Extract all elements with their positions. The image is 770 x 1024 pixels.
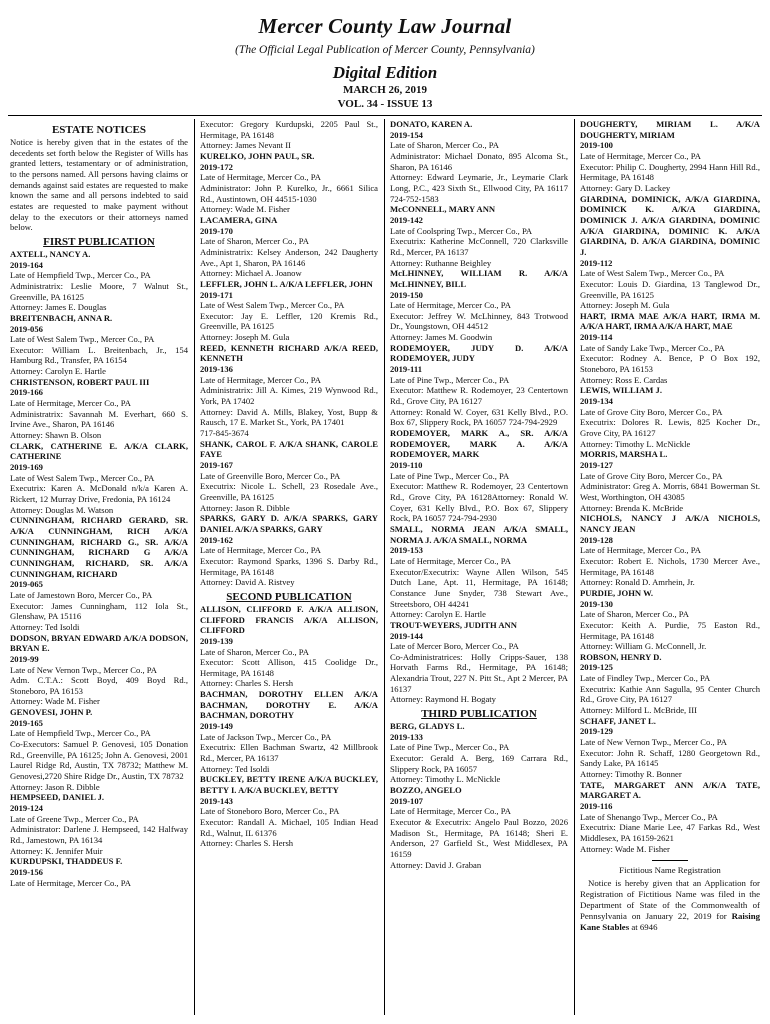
entry-line: Co-Executors: Samuel P. Genovesi, 105 Donation Rd., Greenville, PA 16125; John A. Genovesi, 2001 Laurel Ridge Rd, Austin, TX 78732; Matthew M. Genovesi,2720 Shire Ridge Dr., Austin, TX 78732 [10,739,188,782]
decedent-name: BERG, GLADYS L. [390,721,465,732]
entry-line: Administrator: Michael Donato, 895 Alcoma St., Sharon, PA 16146 [390,150,568,172]
entry-line: Administratrix: Kelsey Anderson, 242 Daugherty Ave., Apt 1, Sharon, PA 16146 [200,246,378,268]
entry-line: Late of Grove City Boro, Mercer Co., PA [580,470,723,481]
entry-line: Executor: Raymond Sparks, 1396 S. Darby Rd., Hermitage, PA 16148 [200,555,378,577]
estate-entry [10,377,188,441]
case-number: 2019-143 [200,795,233,806]
entry-line: Late of Greenville Boro, Mercer Co., PA [200,470,341,481]
estate-entry [580,716,760,780]
publication-heading: THIRD PUBLICATION [421,708,537,721]
fictitious-text [580,878,760,933]
entry-line: Late of New Vernon Twp., Mercer Co., PA [10,664,157,675]
edition-label: Digital Edition [332,63,438,82]
case-number: 2019-153 [390,545,423,556]
entry-line: Attorney: Wade M. Fisher [10,696,100,707]
decedent-name: GENOVESI, JOHN P. [10,707,93,718]
entry-line: Late of Grove City Boro, Mercer Co., PA [580,406,723,417]
decedent-name: SCHAFF, JANET L. [580,715,656,726]
decedent-name: ROBSON, HENRY D. [580,651,662,662]
fictitious-divider [652,860,688,861]
entry-line: Late of Coolspring Twp., Mercer Co., PA [390,225,533,236]
case-number: 2019-114 [580,332,613,343]
estate-entry [200,343,378,439]
entry-line: Late of Hempfield Twp., Mercer Co., PA [10,728,151,739]
issue-number: VOL. 34 - ISSUE 13 [337,98,433,110]
entry-line: Administrator: Darlene J. Hempseed, 142 Halfway Rd., Jamestown, PA 16134 [10,824,188,845]
first-publication-heading: FIRST PUBLICATION [43,235,155,248]
case-number: 2019-110 [390,460,423,470]
entry-line: Executor: Keith A. Purdie, 75 Easton Rd., Hermitage, PA 16148 [580,619,760,641]
entry-line: Executor: Louis D. Giardina, 13 Tanglewod Dr., Greenville, PA 16125 [580,278,760,300]
decedent-name: MORRIS, MARSHA L. [580,449,668,460]
entry-line: Executor & Executrix: Angelo Paul Bozzo, 2026 Madison St., Hermitage, PA 16148; Sheri E. Anderson, 27 Garfield St., West Middlesex, PA 16159 [390,817,568,859]
entry-line: Executor: Gregory Kurdupski, 2205 Paul St., Hermitage, PA 16148 [200,119,378,140]
entry-line: Attorney: Timothy R. Bonner [580,769,682,780]
estate-entry [580,652,760,716]
decedent-name: REED, KENNETH RICHARD A/K/A REED, KENNETH [200,342,378,364]
decedent-name: TATE, MARGARET ANN A/K/A TATE, MARGARET A. [580,779,760,801]
entry-line: Attorney: Ronald D. Amrhein, Jr. [580,577,695,588]
estate-entry [200,215,378,279]
entry-line: Late of Findley Twp., Mercer Co., PA [580,673,711,684]
case-number: 2019-142 [390,214,423,225]
case-number: 2019-134 [580,396,613,407]
decedent-name: DODSON, BRYAN EDWARD A/K/A DODSON, BRYAN E. [10,632,188,654]
estate-entry [390,268,568,343]
estate-entry [10,792,188,856]
estate-entry [390,620,568,705]
entry-line: Administrator: Greg A. Morris, 6841 Bowerman St. West, Worthington, OH 43085 [580,481,760,502]
decedent-name: BUCKLEY, BETTY IRENE A/K/A BUCKLEY, BETTY I. A/K/A BUCKLEY, BETTY [200,774,378,796]
entry-line: Executor: James Cunningham, 112 Iola St., Glenshaw, PA 15116 [10,600,188,622]
estate-entry [390,204,568,268]
column-3 [390,119,568,1019]
entry-line: Late of Hermitage, Mercer Co., PA [390,300,511,311]
estate-entry [200,279,378,343]
masthead-divider [8,115,762,116]
fictitious-heading: Fictitious Name Registration [619,865,721,876]
estate-notices-intro: Notice is hereby given that in the estates of the decedents set forth below the Register of Wills has granted letters, testamentary or of administration, to the persons named. All persons having claims or demands against said estates are requested to make known the same and all persons indebted to said estates are requested to make payment without delay to the executors or their attorneys named below. [10,137,188,233]
entry-line: Late of Sharon, Mercer Co., PA [200,236,309,247]
decedent-name: HART, IRMA MAE A/K/A HART, IRMA M. A/K/A HART, IRMA A/K/A HART, MAE [580,310,760,332]
case-number: 2019-171 [200,289,233,300]
case-number: 2019-172 [200,161,233,172]
estate-entry [10,633,188,708]
decedent-name: NICHOLS, NANCY J A/K/A NICHOLS, NANCY JEAN [580,513,760,534]
estate-entry [200,119,378,151]
decedent-name: AXTELL, NANCY A. [10,248,91,259]
entry-line: Late of Greene Twp., Mercer Co., PA [10,813,139,824]
entry-line: Attorney: Milford L. McBride, III [580,705,697,716]
entry-line: Attorney: Shawn B. Olson [10,430,102,441]
decedent-name: BACHMAN, DOROTHY ELLEN A/K/A BACHMAN, DOROTHY E. A/K/A BACHMAN, DOROTHY [200,689,378,721]
col2-entries [200,119,378,849]
estate-entry [200,513,378,588]
entry-line: Late of Sharon, Mercer Co., PA [580,609,689,620]
journal-subtitle: (The Official Legal Publication of Mercer County, Pennsylvania) [235,44,535,56]
entry-line: Executor: Rodney A. Bence, P O Box 192, Stoneboro, PA 16153 [580,353,760,375]
case-number: 2019-127 [580,460,613,470]
entry-line: Late of Hermitage, Mercer Co., PA [390,555,511,566]
entry-line: Attorney: Ronald W. Coyer, 631 Kelly Blvd., P.O. Box 67, Slippery Rock, PA 16057 724-794-2929 [390,406,568,428]
entry-line: Administratrix: Jill A. Kimes, 219 Wynwood Rd., York, PA 17402 [200,385,378,407]
entry-line: Late of West Salem Twp., Mercer Co., PA [580,268,725,279]
case-number: 2019-154 [390,129,423,140]
estate-entry [10,441,188,516]
decedent-name: CLARK, CATHERINE E. A/K/A CLARK, CATHERINE [10,440,188,462]
decedent-name: CHRISTENSON, ROBERT PAUL III [10,376,150,387]
decedent-name: DONATO, KAREN A. [390,119,473,129]
col1-entries [10,249,188,888]
decedent-name: RODEMOYER, MARK A., SR. A/K/A RODEMOYER, MARK A. A/K/A RODEMOYER, MARK [390,428,568,460]
case-number: 2019-165 [10,717,43,728]
case-number: 2019-133 [390,731,423,742]
case-number: 2019-107 [390,795,423,806]
column-divider [194,119,195,1015]
entry-line: Attorney: David J. Graban [390,859,482,870]
fictitious-body: Notice is hereby given that an Application for Registration of Fictitious Name was filed in the Department of State of the Commonwealth of Pennsylvania on January 22, 2019 for [580,877,760,921]
estate-notices-heading: ESTATE NOTICES [51,124,147,136]
case-number: 2019-167 [200,460,233,470]
entry-line: Executrix: Diane Marie Lee, 47 Farkas Rd., West Middlesex, PA 16159-2621 [580,822,760,843]
case-number: 2019-150 [390,289,423,300]
entry-line: Executor: Matthew R. Rodemoyer, 23 Centertown Rd., Grove City, PA 16128Attorney: Ronald W. Coyer, 631 Kelly Blvd., P.O. Box 67, Slippery Rock, PA 16057 724-794-2930 [390,481,568,524]
entry-line: Attorney: Joseph M. Gula [200,332,290,343]
entry-line: Administratrix: Savannah M. Everhart, 660 S. Irvine Ave., Sharon, PA 16146 [10,408,188,430]
entry-line: Late of Stoneboro Boro, Mercer Co., PA [200,806,340,817]
decedent-name: KURDUPSKI, THADDEUS F. [10,856,123,867]
column-divider [574,119,575,1015]
fictitious-tail: at 6946 [629,921,658,932]
estate-entry [200,689,378,774]
entry-line: Attorney: Ted Isoldi [200,763,270,774]
estate-entry [390,119,568,204]
case-number: 2019-99 [10,653,39,664]
entry-line: Attorney: James Nevant II [200,140,291,151]
entry-line: Late of Hermitage, Mercer Co., PA [200,545,321,556]
entry-line: Attorney: Charles S. Hersh [200,838,294,849]
decedent-name: GIARDINA, DOMINICK, A/K/A GIARDINA, DOMINICK K. A/K/A GIARDINA, DOMINICK J. A/K/A GIARDINA, DOMINIC A/K/A GIARDINA, DOMINIC K. A/K/A GIARDINA, D. A/K/A GIARDINA, DOMINIC J. [580,193,760,257]
entry-line: Late of Hermitage, Mercer Co., PA [10,398,131,409]
entry-line: Executor: Gerald A. Berg, 169 Carrara Rd., Slippery Rock, PA 16057 [390,753,568,774]
decedent-name: RODEMOYER, JUDY D. A/K/A RODEMOYER, JUDY [390,342,568,364]
entry-line: Attorney: James E. Douglas [10,302,107,313]
entry-line: Executor: Robert E. Nichols, 1730 Mercer Ave., Hermitage, PA 16148 [580,555,760,577]
case-number: 2019-116 [580,801,613,811]
entry-line: Attorney: David A. Mills, Blakey, Yost, Bupp & Rausch, 17 E. Market St., York, PA 17401 [200,406,378,428]
decedent-name: LEFFLER, JOHN L. A/K/A LEFFLER, JOHN [200,278,373,289]
entry-line: Attorney: Carolyn E. Hartle [10,366,106,377]
entry-line: Attorney: Michael A. Joanow [200,268,302,279]
entry-line: Late of Pine Twp., Mercer Co., PA [390,470,510,481]
case-number: 2019-124 [10,803,43,814]
entry-line: Attorney: Ruthanne Beighley [390,257,492,268]
case-number: 2019-136 [200,364,233,375]
column-2 [200,119,378,1019]
estate-entry [580,119,760,194]
estate-entry [200,439,378,514]
case-number: 2019-162 [200,534,233,545]
entry-line: Attorney: James M. Goodwin [390,332,493,343]
estate-entry [580,385,760,449]
entry-line: 717-845-3674 [200,428,249,439]
journal-title: Mercer County Law Journal [258,14,512,38]
decedent-name: SMALL, NORMA JEAN A/K/A SMALL, NORMA J. A/K/A SMALL, NORMA [390,523,568,545]
entry-line: Attorney: Jason R. Dibble [10,781,100,792]
estate-entry [580,449,760,513]
entry-line: Late of West Salem Twp., Mercer Co., PA [10,472,155,483]
decedent-name: McLHINNEY, WILLIAM R. A/K/A McLHINNEY, BILL [390,268,568,289]
estate-entry [390,428,568,524]
entry-line: Administratrix: Leslie Moore, 7 Walnut St., Greenville, PA 16125 [10,280,188,302]
estate-entry [10,707,188,792]
estate-entry [200,604,378,689]
decedent-name: BOZZO, ANGELO [390,785,462,796]
entry-line: Attorney: Ted Isoldi [10,621,80,632]
estate-entry [390,721,568,785]
case-number: 2019-129 [580,726,613,737]
decedent-name: ALLISON, CLIFFORD F. A/K/A ALLISON, CLIFFORD FRANCIS A/K/A ALLISON, CLIFFORD [200,603,378,636]
col4-entries [580,119,760,854]
entry-line: Late of Hermitage, Mercer Co., PA [390,806,511,817]
case-number: 2019-056 [10,323,43,334]
entry-line: Attorney: Wade M. Fisher [580,843,670,854]
column-1 [10,119,188,1019]
entry-line: Executor: John R. Schaff, 1280 Georgetown Rd., Sandy Lake, PA 16145 [580,747,760,769]
case-number: 2019-149 [200,721,233,732]
decedent-name: BREITENBACH, ANNA R. [10,312,113,323]
entry-line: Executor: Randall A. Michael, 105 Indian Head Rd., Walnut, IL 61376 [200,817,378,838]
entry-line: Executor: Scott Allison, 415 Coolidge Dr., Hermitage, PA 16148 [200,657,378,678]
entry-line: Co-Administratrices: Holly Cripps-Sauer, 138 Horvath Farms Rd., Hermitage, PA 16148; Alexandria Trout, 227 N. Pitt St., Apt 2 Mercer, PA 16137 [390,651,568,694]
entry-line: Executor: Philip C. Dougherty, 2994 Hann Hill Rd., Hermitage, PA 16148 [580,161,760,183]
entry-line: Late of West Salem Twp., Mercer Co., PA [10,334,155,345]
estate-entry [200,151,378,215]
fictitious-business-name: Raising Kane Stables [580,910,760,932]
estate-entry [200,774,378,849]
entry-line: Attorney: William G. McConnell, Jr. [580,641,707,652]
entry-line: Late of Mercer Boro, Mercer Co., PA [390,641,519,652]
entry-line: Executrix: Kathie Ann Sagulla, 95 Center Church Rd., Grove City, PA 16127 [580,683,760,705]
estate-entry [580,311,760,386]
entry-line: Executor/Executrix: Wayne Allen Wilson, 545 Dutch Lane, Apt. 11, Hermitage, PA 16148; Constance June Snyder, 738 Stewart Ave., Streetsboro, OH 44241 [390,566,568,609]
decedent-name: DOUGHERTY, MIRIAM L. A/K/A DOUGHERTY, MIRIAM [580,119,760,140]
entry-line: Executor: Matthew R. Rodemoyer, 23 Centertown Rd., Grove City, PA 16127 [390,385,568,407]
entry-line: Administrator: John P. Kurelko, Jr., 6661 Silica Rd., Austintown, OH 44515-1030 [200,182,378,204]
estate-entry [390,343,568,428]
estate-entry [10,515,188,632]
decedent-name: KURELKO, JOHN PAUL, SR. [200,150,315,161]
entry-line: Attorney: Timothy L. McNickle [390,774,501,785]
entry-line: Late of Sharon, Mercer Co., PA [390,140,499,151]
case-number: 2019-139 [200,635,233,646]
case-number: 2019-164 [10,259,43,270]
estate-entry [580,780,760,855]
estate-entry [580,588,760,652]
entry-line: Late of Hermitage, Mercer Co., PA [580,545,701,556]
entry-line: Late of New Vernon Twp., Mercer Co., PA [580,737,727,748]
entry-line: Attorney: Jason R. Dibble [200,502,290,513]
entry-line: Attorney: Brenda K. McBride [580,502,684,513]
entry-line: Attorney: Charles S. Hersh [200,678,294,689]
case-number: 2019-130 [580,598,613,609]
column-divider [384,119,385,1015]
case-number: 2019-125 [580,662,613,673]
case-number: 2019-170 [200,225,233,236]
case-number: 2019-111 [390,364,422,375]
case-number: 2019-128 [580,534,613,545]
entry-line: Late of Sandy Lake Twp., Mercer Co., PA [580,342,725,353]
estate-entry [390,524,568,620]
entry-line: Late of Hermitage, Mercer Co., PA [580,150,701,161]
estate-entry [390,785,568,870]
entry-line: Late of Jamestown Boro, Mercer Co., PA [10,589,153,600]
entry-line: Attorney: Douglas M. Watson [10,504,114,515]
entry-line: Executrix: Nicole L. Schell, 23 Rosedale Ave., Greenville, PA 16125 [200,481,378,502]
entry-line: Late of Hempfield Twp., Mercer Co., PA [10,270,151,281]
decedent-name: TROUT-WEYERS, JUDITH ANN [390,619,517,630]
decedent-name: LACAMERA, GINA [200,214,278,225]
issue-date: MARCH 26, 2019 [342,84,428,96]
entry-line: Late of Pine Twp., Mercer Co., PA [390,374,510,385]
case-number: 2019-169 [10,462,43,473]
decedent-name: HEMPSEED, DANIEL J. [10,792,105,803]
decedent-name: PURDIE, JOHN W. [580,587,654,598]
entry-line: Late of Hermitage, Mercer Co., PA [10,877,131,888]
entry-line: Adm. C.T.A.: Scott Boyd, 409 Boyd Rd., Stoneboro, PA 16153 [10,675,188,696]
decedent-name: CUNNINGHAM, RICHARD GERARD, SR. A/K/A CUNNINGHAM, RICH A/K/A CUNNINGHAM, RICHARD G., SR. A/K/A CUNNINGHAM, RICHARD G A/K/A CUNNINGHAM, RICHARD, SR. A/K/A CUNNINGHAM, RICHARD [10,515,188,579]
entry-line: Attorney: Joseph M. Gula [580,300,670,311]
case-number: 2019-156 [10,866,43,877]
entry-line: Executrix: Karen A. McDonald n/k/a Karen A. Rickert, 12 Murray Drive, Fredonia, PA 16124 [10,483,188,504]
decedent-name: LEWIS, WILLIAM J. [580,385,662,396]
entry-line: Late of Hermitage, Mercer Co., PA [200,374,321,385]
entry-line: Attorney: K. Jennifer Muir [10,845,103,856]
entry-line: Attorney: Edward Leymarie, Jr., Leymarie Clark Long, P.C., 423 Sixth St., Ellwood City, PA 16117 724-752-1583 [390,172,568,204]
estate-entry [10,856,188,888]
case-number: 2019-112 [580,257,613,268]
case-number: 2019-144 [390,630,423,641]
case-number: 2019-100 [580,140,613,151]
entry-line: Late of West Salem Twp., Mercer Co., PA [200,300,345,311]
entry-line: Late of Hermitage, Mercer Co., PA [200,172,321,183]
estate-entry [580,513,760,588]
entry-line: Attorney: Carolyn E. Hartle [390,609,486,620]
entry-line: Executor: William L. Breitenbach, Jr., 154 Hamburg Rd., Transfer, PA 16154 [10,344,188,366]
entry-line: Executrix: Dolores R. Lewis, 825 Kocher Dr., Grove City, PA 16127 [580,417,760,439]
estate-entry [10,313,188,377]
estate-entry [580,194,760,311]
entry-line: Executor: Jeffrey W. McLhinney, 843 Trotwood Dr., Youngstown, OH 44512 [390,310,568,332]
column-4 [580,119,760,1019]
estate-entry [10,249,188,313]
entry-line: Attorney: Raymond H. Bogaty [390,694,496,705]
entry-line: Attorney: Ross E. Cardas [580,374,668,385]
entry-line: Attorney: Wade M. Fisher [200,204,290,215]
entry-line: Attorney: Gary D. Lackey [580,182,671,193]
entry-line: Attorney: David A. Ristvey [200,577,295,588]
entry-line: Late of Jackson Twp., Mercer Co., PA [200,731,332,742]
col3-entries [390,119,568,870]
entry-line: Executrix: Ellen Bachman Swartz, 42 Millbrook Rd., Mercer, PA 16137 [200,742,378,764]
entry-line: Executrix: Katherine McConnell, 720 Clarksville Rd., Mercer, PA 16137 [390,236,568,257]
case-number: 2019-065 [10,579,43,590]
entry-line: Late of Sharon, Mercer Co., PA [200,646,309,657]
decedent-name: SHANK, CAROL F. A/K/A SHANK, CAROLE FAYE [200,438,378,460]
entry-line: Attorney: Timothy L. McNickle [580,438,691,449]
entry-line: Executor: Jay E. Leffler, 120 Kremis Rd., Greenville, PA 16125 [200,310,378,332]
decedent-name: McCONNELL, MARY ANN [390,204,496,215]
case-number: 2019-166 [10,387,43,398]
publication-heading: SECOND PUBLICATION [226,590,352,603]
decedent-name: SPARKS, GARY D. A/K/A SPARKS, GARY DANIEL A/K/A SPARKS, GARY [200,513,378,534]
entry-line: Late of Pine Twp., Mercer Co., PA [390,742,510,753]
entry-line: Late of Shenango Twp., Mercer Co., PA [580,811,718,822]
